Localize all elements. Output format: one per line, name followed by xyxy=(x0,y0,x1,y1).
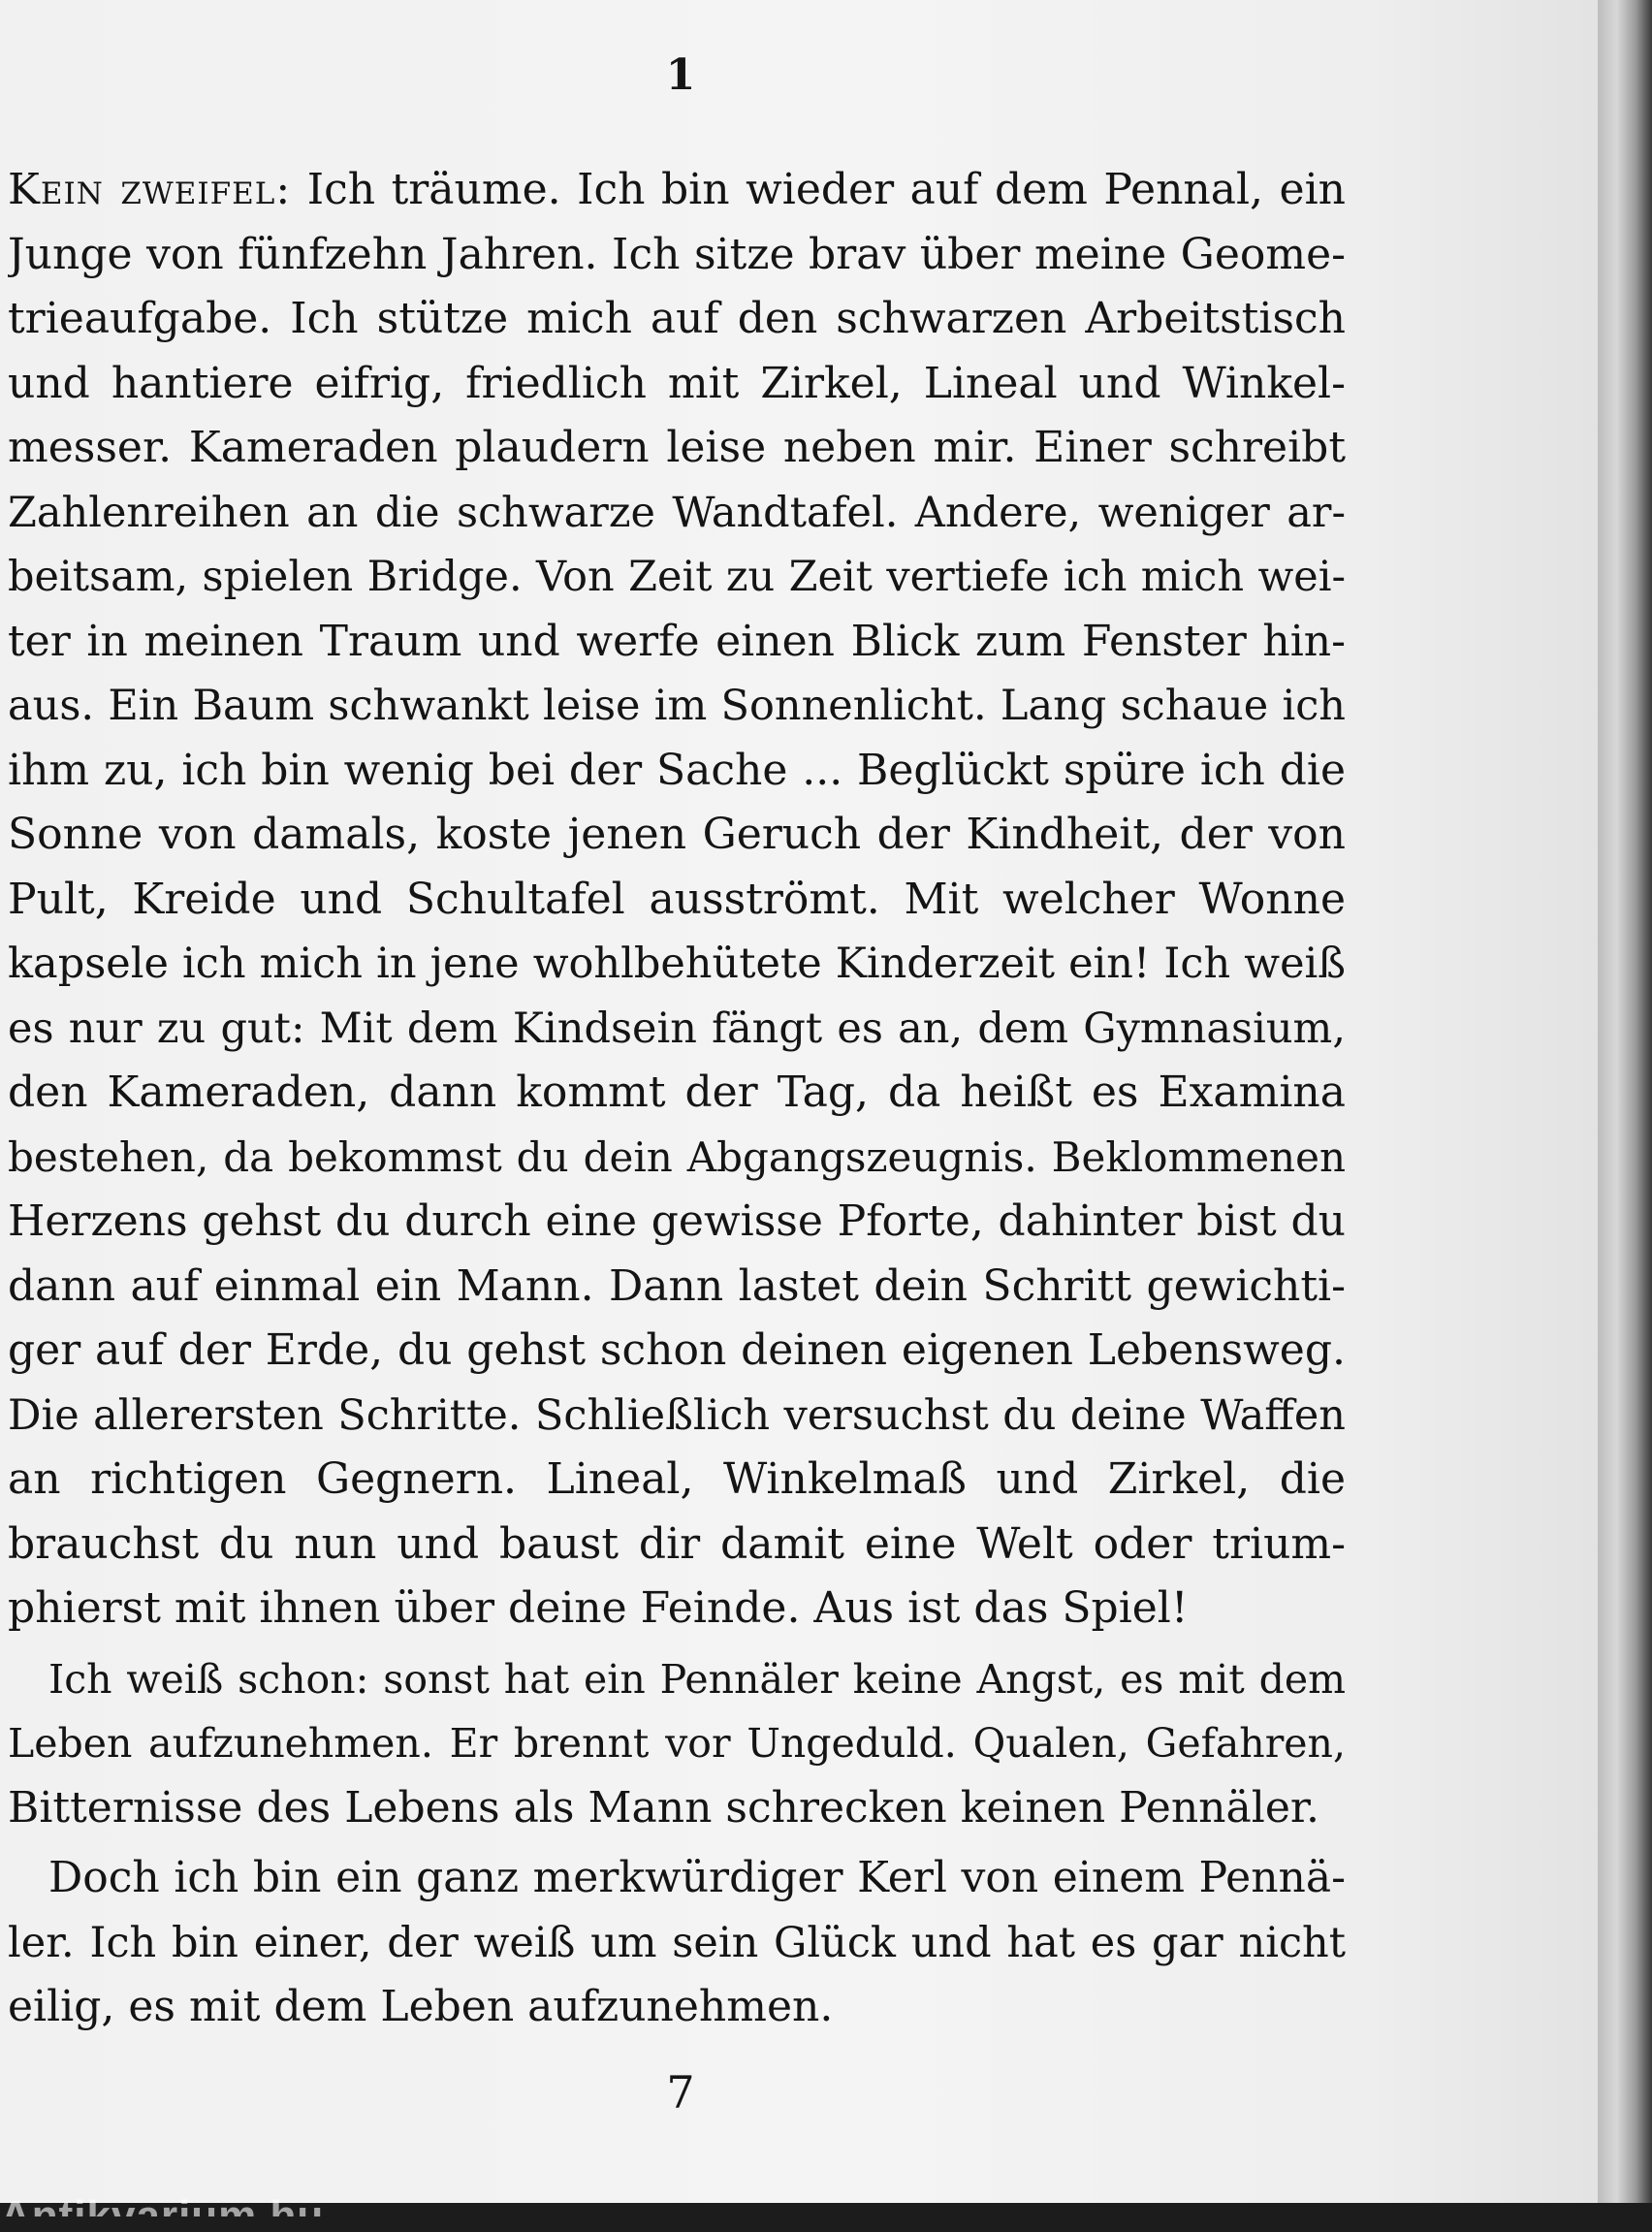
text-line: aus. Ein Baum schwankt leise im Sonnenlicht. Lang schaue ich xyxy=(8,682,1346,730)
text-line: trieaufgabe. Ich stütze mich auf den schwarzen Arbeitstisch xyxy=(8,294,1346,343)
text-line: ihm zu, ich bin wenig bei der Sache ... Beglückt spüre ich die xyxy=(8,745,1346,795)
text-line: es nur zu gut: Mit dem Kindsein fängt es an, dem Gymnasium, xyxy=(8,1004,1346,1053)
text-line: Sonne von damals, koste jenen Geruch der Kindheit, der von xyxy=(8,810,1346,859)
text-line: Ich weiß schon: sonst hat ein Pennäler keine Angst, es mit dem xyxy=(48,1655,1346,1703)
text-line: an richtigen Gegnern. Lineal, Winkelmaß und Zirkel, die xyxy=(8,1454,1346,1504)
svg-text:Antikvarium.hu: Antikvarium.hu xyxy=(0,2192,325,2216)
text-line: ler. Ich bin einer, der weiß um sein Glück und hat es gar nicht xyxy=(8,1918,1346,1967)
text-line: phierst mit ihnen über deine Feinde. Aus ist das Spiel! xyxy=(8,1583,1189,1633)
page-number: 7 xyxy=(666,2066,695,2119)
chapter-opening-smallcaps: Kein zweifel: xyxy=(8,165,292,214)
text-line: eilig, es mit dem Leben aufzunehmen. xyxy=(8,1982,834,2031)
text-line: Zahlenreihen an die schwarze Wandtafel. Andere, weniger ar- xyxy=(8,488,1346,537)
paragraph-2 xyxy=(8,1647,1346,1841)
text-line: Herzens gehst du durch eine gewisse Pforte, dahinter bist du xyxy=(8,1196,1346,1246)
text-line: Doch ich bin ein ganz merkwürdiger Kerl von einem Pennä- xyxy=(48,1853,1346,1902)
text-line: Junge von fünfzehn Jahren. Ich sitze brav über meine Geome- xyxy=(8,229,1346,279)
text-line: dann auf einmal ein Mann. Dann lastet dein Schritt gewichti- xyxy=(8,1260,1346,1311)
text-line: den Kameraden, dann kommt der Tag, da heißt es Examina xyxy=(8,1068,1346,1117)
text-line: ter in meinen Traum und werfe einen Blick zum Fenster hin- xyxy=(8,616,1346,666)
text-line: brauchst du nun und baust dir damit eine Welt oder trium- xyxy=(8,1518,1346,1569)
text-line: kapsele ich mich in jene wohlbehütete Kinderzeit ein! Ich weiß xyxy=(8,940,1346,988)
paragraph-1 xyxy=(8,158,1346,1642)
text-line: Bitternisse des Lebens als Mann schrecken keinen Pennäler. xyxy=(8,1782,1320,1833)
page-edge-shadow xyxy=(1598,0,1652,2203)
text-line: und hantiere eifrig, friedlich mit Zirkel, Lineal und Winkel- xyxy=(8,358,1346,408)
text-line: bestehen, da bekommst du dein Abgangszeugnis. Beklommenen xyxy=(8,1132,1346,1181)
text-line: beitsam, spielen Bridge. Von Zeit zu Zeit vertiefe ich mich wei- xyxy=(8,553,1346,601)
text-line: messer. Kameraden plaudern leise neben mir. Einer schreibt xyxy=(8,423,1346,472)
text-line: Pult, Kreide und Schultafel ausströmt. Mit welcher Wonne xyxy=(8,874,1346,924)
text-line-content: Ich träume. Ich bin wieder auf dem Pennal, ein xyxy=(291,165,1346,214)
chapter-number: 1 xyxy=(665,50,696,100)
body-text xyxy=(8,158,1346,2040)
text-line xyxy=(8,158,1346,223)
text-line: ger auf der Erde, du gehst schon deinen eigenen Lebensweg. xyxy=(8,1325,1346,1375)
text-line: Die allerersten Schritte. Schließlich versuchst du deine Waffen xyxy=(8,1390,1346,1440)
paragraph-3 xyxy=(8,1846,1346,2040)
watermark-logo xyxy=(0,2174,407,2232)
text-line: Leben aufzunehmen. Er brennt vor Ungeduld. Qualen, Gefahren, xyxy=(8,1720,1346,1767)
